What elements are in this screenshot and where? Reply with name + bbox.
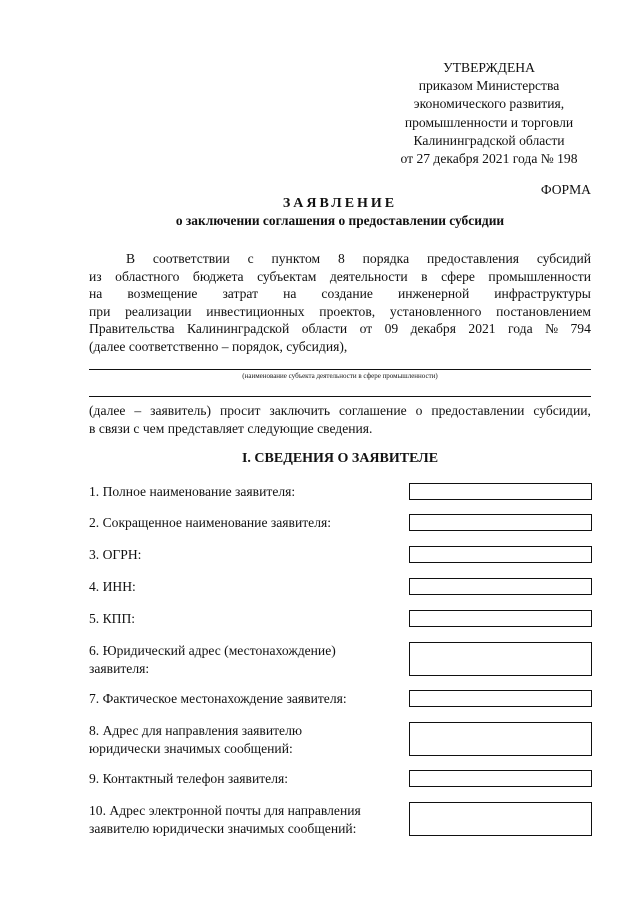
word: проектов,: [319, 303, 376, 319]
continuation-line: в связи с чем представляет следующие сведения.: [89, 421, 373, 436]
applicant-name-caption: (наименование субъекта деятельности в сфере промышленности): [242, 372, 438, 380]
word: деятельности: [329, 268, 408, 284]
approval-line: УТВЕРЖДЕНА: [443, 60, 535, 75]
field-label: 6. Юридический адрес (местонахождение) заявителя:: [89, 643, 336, 676]
field-input-box[interactable]: [409, 642, 592, 676]
document-subtitle: о заключении соглашения о предоставлении субсидии: [175, 213, 505, 228]
field-input-box[interactable]: [409, 578, 592, 595]
intro-line: [89, 303, 591, 321]
word: инвестиционных: [206, 303, 305, 319]
word: на: [89, 286, 103, 302]
word: постановлением: [496, 303, 591, 319]
word: соответствии: [152, 251, 230, 266]
word: затрат: [222, 286, 259, 302]
word: В: [126, 251, 136, 266]
word: промышленности: [488, 268, 591, 284]
intro-line: [89, 285, 591, 303]
word: инфраструктуры: [494, 286, 591, 302]
word: 09: [384, 321, 399, 337]
word: субсидий: [536, 251, 591, 266]
word: Калининградской: [186, 321, 290, 337]
word: при: [89, 303, 111, 319]
field-label: 9. Контактный телефон заявителя:: [89, 771, 289, 786]
word: 8: [338, 251, 345, 266]
continuation-line: [89, 402, 591, 420]
word: (далее: [89, 403, 126, 418]
field-label: 7. Фактическое местонахождение заявителя:: [89, 691, 347, 706]
field-label: 1. Полное наименование заявителя:: [89, 484, 296, 499]
word: просит: [219, 403, 261, 418]
field-label: 2. Сокращенное наименование заявителя:: [89, 515, 332, 530]
approval-line: от 27 декабря 2021 года № 198: [400, 151, 578, 167]
word: областного: [115, 268, 180, 284]
word: Правительства: [89, 321, 175, 337]
word: декабря: [410, 321, 456, 337]
intro-line: [89, 250, 591, 268]
word: возмещение: [127, 286, 198, 302]
field-input-box[interactable]: [409, 483, 592, 500]
word: создание: [321, 286, 373, 302]
approval-line: промышленности и торговли: [404, 114, 574, 130]
word: предоставления: [426, 251, 519, 266]
field-input-box[interactable]: [409, 546, 592, 563]
intro-paragraph: [89, 250, 591, 356]
word: установленного: [389, 303, 482, 319]
word: субъектам: [257, 268, 317, 284]
word: с: [247, 251, 254, 266]
word: от: [359, 321, 373, 337]
word: в: [421, 268, 428, 284]
field-input-box[interactable]: [409, 770, 592, 787]
word: реализации: [125, 303, 192, 319]
word: заключить: [269, 403, 331, 418]
field-label: 8. Адрес для направления заявителю юридически значимых сообщений:: [89, 723, 303, 756]
approval-line: приказом Министерства: [418, 78, 560, 94]
approval-stamp: [384, 59, 594, 168]
intro-line: [89, 268, 591, 286]
word: №: [545, 321, 559, 337]
field-input-box[interactable]: [409, 722, 592, 756]
word: на: [283, 286, 297, 302]
field-label: 10. Адрес электронной почты для направления заявителю юридически значимых сообщений:: [89, 803, 361, 836]
field-input-box[interactable]: [409, 610, 592, 627]
word: порядка: [362, 251, 410, 266]
intro-line: [89, 320, 591, 338]
word: заявитель): [150, 403, 211, 418]
field-input-box[interactable]: [409, 690, 592, 707]
field-label: 3. ОГРН:: [89, 547, 142, 562]
form-label: ФОРМА: [540, 182, 591, 197]
field-label: 5. КПП:: [89, 611, 136, 626]
continuation-paragraph: [89, 402, 591, 438]
word: года: [508, 321, 533, 337]
word: области: [301, 321, 348, 337]
word: 794: [570, 321, 591, 337]
word: субсидии,: [533, 403, 591, 418]
word: –: [134, 403, 142, 418]
field-label: 4. ИНН:: [89, 579, 136, 594]
word: пунктом: [271, 251, 321, 266]
word: соглашение: [339, 403, 407, 418]
word: инженерной: [397, 286, 470, 302]
intro-line: (далее соответственно – порядок, субсидия),: [89, 338, 348, 354]
word: 2021: [468, 321, 496, 337]
approval-line: Калининградской области: [413, 132, 565, 148]
word: бюджета: [192, 268, 244, 284]
applicant-name-line-2[interactable]: [89, 396, 591, 397]
field-input-box[interactable]: [409, 514, 592, 531]
approval-line: экономического развития,: [413, 96, 565, 112]
applicant-name-line[interactable]: [89, 369, 591, 370]
word: предоставлении: [431, 403, 525, 418]
field-input-box[interactable]: [409, 802, 592, 836]
word: о: [415, 403, 423, 418]
word: из: [89, 268, 102, 284]
word: сфере: [441, 268, 475, 284]
section-title: I. СВЕДЕНИЯ О ЗАЯВИТЕЛЕ: [241, 451, 439, 466]
document-title: ЗАЯВЛЕНИЕ: [282, 196, 398, 211]
